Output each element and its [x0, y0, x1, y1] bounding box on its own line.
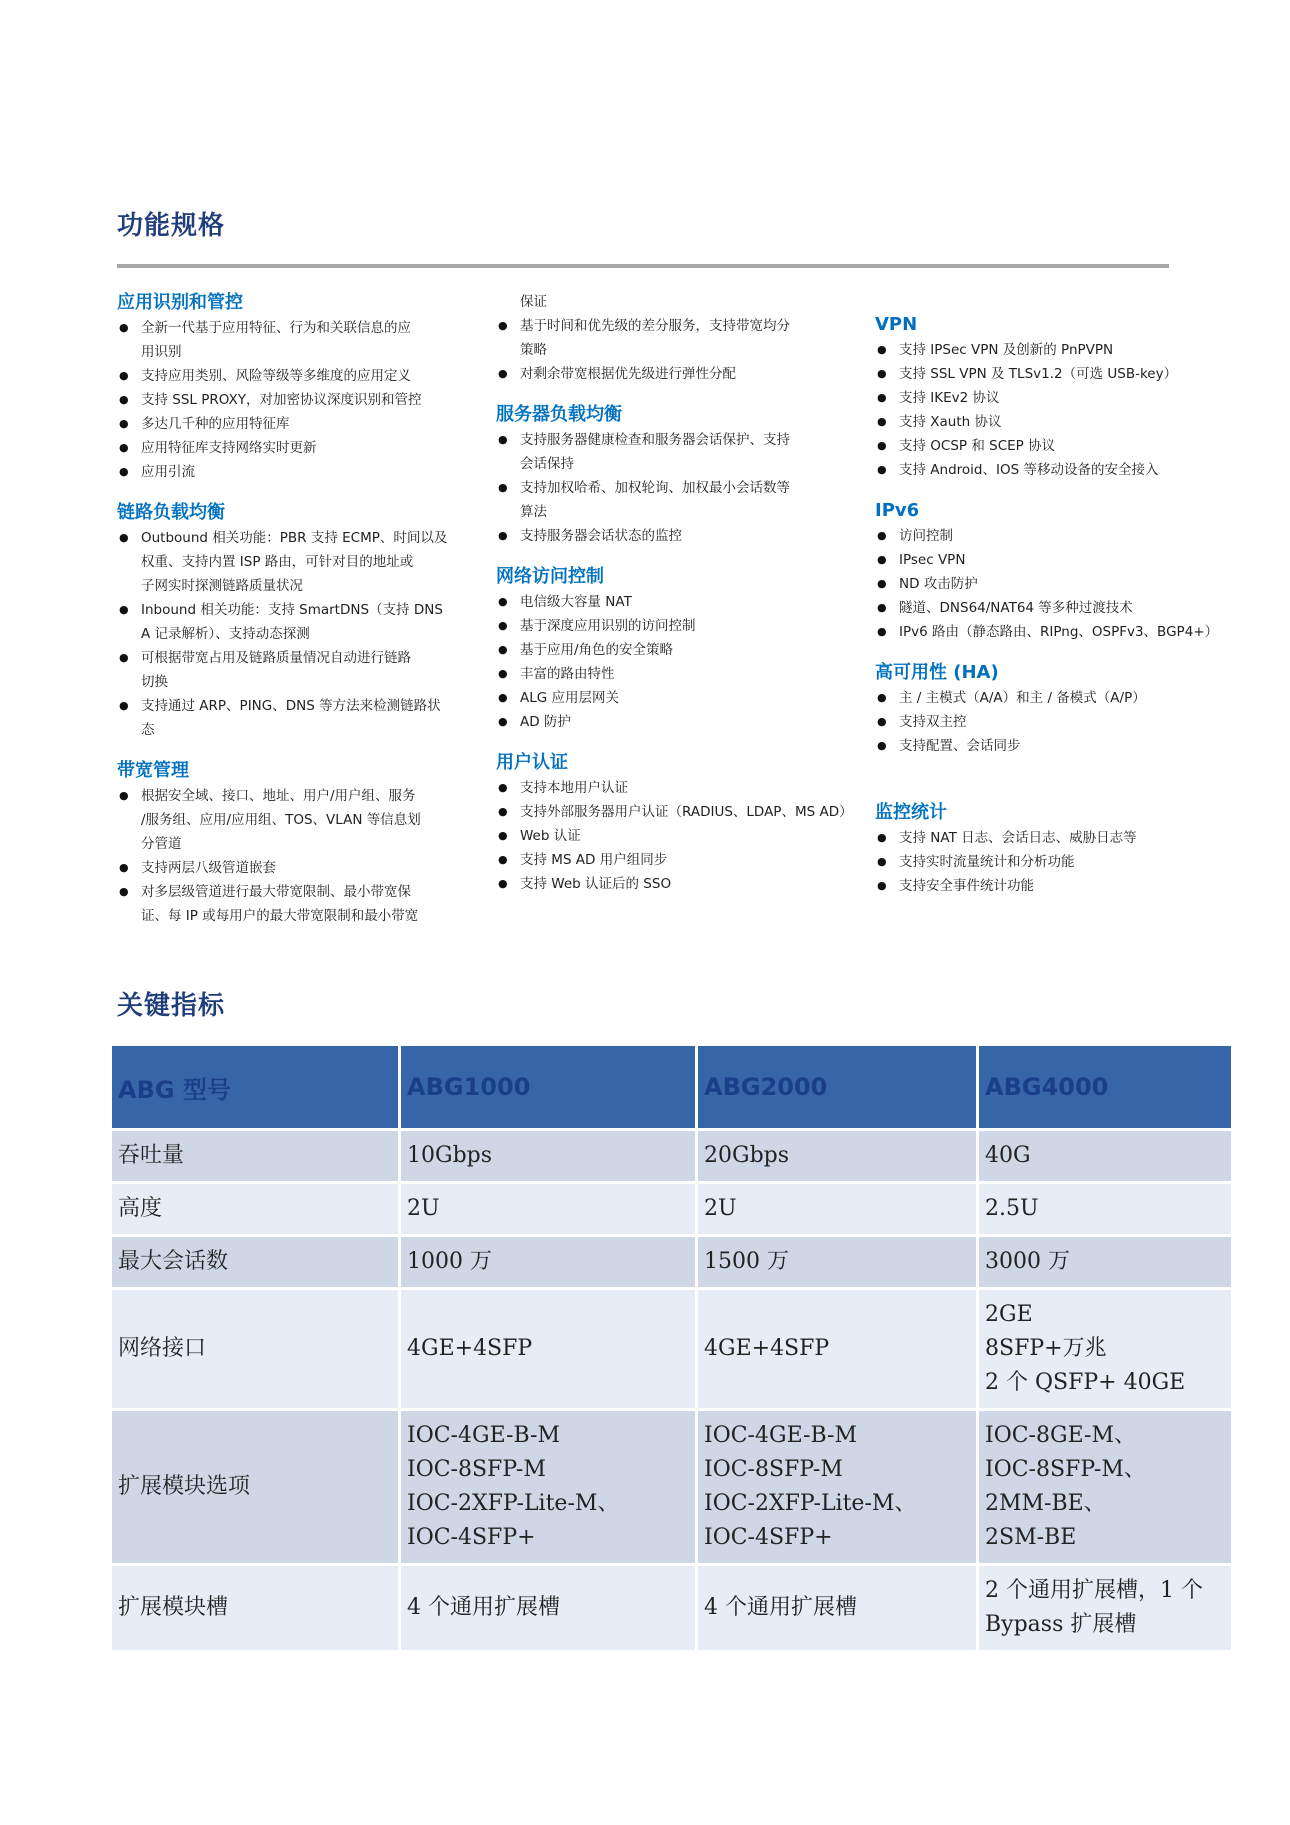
feature-list: [117, 316, 467, 484]
features-column-3: [875, 290, 1225, 914]
feature-item: ● 多达几千种的应用特征库: [117, 412, 467, 436]
feature-section-title: 监控统计: [875, 802, 947, 823]
kpi-cell: 40G: [979, 1131, 1234, 1184]
feature-item: ● 基于深度应用识别的访问控制: [496, 614, 846, 638]
feature-section: [875, 312, 1225, 482]
feature-section-title: 用户认证: [496, 752, 568, 773]
feature-item: ● 支持实时流量统计和分析功能: [875, 850, 1225, 874]
features-column-1: [117, 290, 467, 944]
feature-item: ● 支持通过 ARP、PING、DNS 等方法来检测链路状 态: [117, 694, 467, 742]
feature-section-title: VPN: [875, 314, 918, 335]
feature-item: ● 支持加权哈希、加权轮询、加权最小会话数等 算法: [496, 476, 846, 524]
feature-section: [117, 758, 467, 928]
feature-item: ● 支持应用类别、风险等级等多维度的应用定义: [117, 364, 467, 388]
kpi-row-label: 扩展模块选项: [112, 1411, 401, 1566]
feature-item: ● AD 防护: [496, 710, 846, 734]
feature-item: ● 支持配置、会话同步: [875, 734, 1225, 758]
feature-item: ● 基于应用/角色的安全策略: [496, 638, 846, 662]
kpi-row: [112, 1290, 1234, 1411]
feature-list: [875, 826, 1225, 898]
feature-section-title: 高可用性 (HA): [875, 662, 999, 683]
kpi-cell: 4GE+4SFP: [401, 1290, 698, 1411]
features-title: 功能规格: [117, 211, 226, 241]
feature-list: [496, 290, 846, 386]
feature-item: ● 基于时间和优先级的差分服务，支持带宽均分 策略: [496, 314, 846, 362]
kpi-header-abg1000: ABG1000: [401, 1046, 698, 1131]
kpi-row: [112, 1184, 1234, 1237]
feature-item: ● 支持双主控: [875, 710, 1225, 734]
kpi-cell: 2U: [698, 1184, 979, 1237]
kpi-cell: 20Gbps: [698, 1131, 979, 1184]
kpi-row-label: 吞吐量: [112, 1131, 401, 1184]
feature-item: ● 支持 IKEv2 协议: [875, 386, 1225, 410]
kpi-header-abg2000: ABG2000: [698, 1046, 979, 1131]
feature-item: ● 支持 OCSP 和 SCEP 协议: [875, 434, 1225, 458]
kpi-row: [112, 1131, 1234, 1184]
kpi-cell: 1000 万: [401, 1237, 698, 1290]
feature-item: ● Inbound 相关功能：支持 SmartDNS（支持 DNS A 记录解析）、支持动态探测: [117, 598, 467, 646]
feature-list: [496, 776, 853, 896]
feature-section: [117, 290, 467, 484]
kpi-cell: 10Gbps: [401, 1131, 698, 1184]
feature-item: ● Web 认证: [496, 824, 846, 848]
kpi-row-label: 最大会话数: [112, 1237, 401, 1290]
feature-item: ● 支持两层八级管道嵌套: [117, 856, 467, 880]
kpi-cell: IOC-8GE-M、 IOC-8SFP-M、 2MM-BE、 2SM-BE: [979, 1411, 1234, 1566]
kpi-cell: 4 个通用扩展槽: [698, 1566, 979, 1653]
feature-item: ● 支持 NAT 日志、会话日志、威胁日志等: [875, 826, 1225, 850]
feature-item: ● Outbound 相关功能：PBR 支持 ECMP、时间以及 权重、支持内置 ISP 路由，可针对目的地址或 子网实时探测链路质量状况: [117, 526, 467, 598]
kpi-row: [112, 1566, 1234, 1653]
feature-item: ● IPv6 路由（静态路由、RIPng、OSPFv3、BGP4+）: [875, 620, 1225, 644]
feature-item: ● 应用特征库支持网络实时更新: [117, 436, 467, 460]
feature-section-title: 网络访问控制: [496, 566, 604, 587]
feature-section-title: 应用识别和管控: [117, 292, 243, 313]
kpi-row: [112, 1237, 1234, 1290]
feature-item: ● 根据安全域、接口、地址、用户/用户组、服务 /服务组、应用/应用组、TOS、VLAN 等信息划 分管道: [117, 784, 467, 856]
feature-item: ● 可根据带宽占用及链路质量情况自动进行链路 切换: [117, 646, 467, 694]
feature-item: ● 主 / 主模式（A/A）和主 / 备模式（A/P）: [875, 686, 1225, 710]
feature-item: ● 支持本地用户认证: [496, 776, 846, 800]
feature-item: ● 支持 Android、IOS 等移动设备的安全接入: [875, 458, 1225, 482]
feature-item: ● 隧道、DNS64/NAT64 等多种过渡技术: [875, 596, 1225, 620]
feature-item: ● IPsec VPN: [875, 548, 1225, 572]
feature-section: [875, 660, 1225, 758]
kpi-row: [112, 1411, 1234, 1566]
kpi-table: [112, 1046, 1234, 1653]
feature-item: ● 访问控制: [875, 524, 1225, 548]
feature-list: [875, 524, 1225, 644]
feature-section: [875, 800, 1225, 898]
feature-section: [496, 290, 846, 386]
kpi-header-row: [112, 1046, 1234, 1131]
feature-item: ● ALG 应用层网关: [496, 686, 846, 710]
feature-item: ● 支持 SSL VPN 及 TLSv1.2（可选 USB-key）: [875, 362, 1225, 386]
feature-item: ● 应用引流: [117, 460, 467, 484]
kpi-cell: 4 个通用扩展槽: [401, 1566, 698, 1653]
kpi-cell: 3000 万: [979, 1237, 1234, 1290]
feature-list: [875, 686, 1225, 758]
feature-section-title: 服务器负载均衡: [496, 404, 622, 425]
kpi-title: 关键指标: [117, 991, 226, 1021]
feature-item: ● 支持 IPSec VPN 及创新的 PnPVPN: [875, 338, 1225, 362]
features-column-2: [496, 290, 853, 912]
title-divider: [117, 264, 1169, 268]
feature-item: ● 支持服务器会话状态的监控: [496, 524, 846, 548]
feature-section: [117, 500, 467, 742]
feature-list: [875, 338, 1225, 482]
feature-section-title: IPv6: [875, 500, 920, 521]
feature-section-title: 链路负载均衡: [117, 502, 225, 523]
kpi-cell: 2GE 8SFP+万兆 2 个 QSFP+ 40GE: [979, 1290, 1234, 1411]
feature-list: [117, 526, 467, 742]
feature-list: [117, 784, 467, 928]
feature-section-title: 带宽管理: [117, 760, 189, 781]
kpi-cell: IOC-4GE-B-M IOC-8SFP-M IOC-2XFP-Lite-M、 IOC-4SFP+: [698, 1411, 979, 1566]
kpi-cell: 2.5U: [979, 1184, 1234, 1237]
kpi-cell: IOC-4GE-B-M IOC-8SFP-M IOC-2XFP-Lite-M、 IOC-4SFP+: [401, 1411, 698, 1566]
feature-item: ● 对多层级管道进行最大带宽限制、最小带宽保 证、每 IP 或每用户的最大带宽限制和最小带宽: [117, 880, 467, 928]
feature-item: ● 支持 Web 认证后的 SSO: [496, 872, 846, 896]
feature-section: [496, 564, 846, 734]
feature-item: ● 支持安全事件统计功能: [875, 874, 1225, 898]
kpi-header-model: ABG 型号: [112, 1046, 401, 1131]
feature-item: ● 支持服务器健康检查和服务器会话保护、支持 会话保持: [496, 428, 846, 476]
kpi-cell: 4GE+4SFP: [698, 1290, 979, 1411]
feature-list: [496, 590, 846, 734]
kpi-cell: 2U: [401, 1184, 698, 1237]
feature-section: [496, 750, 853, 896]
kpi-header-abg4000: ABG4000: [979, 1046, 1234, 1131]
feature-item: ● 丰富的路由特性: [496, 662, 846, 686]
feature-item: ● 对剩余带宽根据优先级进行弹性分配: [496, 362, 846, 386]
feature-item: ● 支持 MS AD 用户组同步: [496, 848, 846, 872]
feature-item: ● 支持 Xauth 协议: [875, 410, 1225, 434]
feature-list: [496, 428, 846, 548]
feature-item: 保证: [520, 294, 547, 310]
kpi-row-label: 网络接口: [112, 1290, 401, 1411]
feature-item: ● ND 攻击防护: [875, 572, 1225, 596]
feature-section: [496, 402, 846, 548]
kpi-row-label: 高度: [112, 1184, 401, 1237]
feature-item: ● 支持 SSL PROXY，对加密协议深度识别和管控: [117, 388, 467, 412]
kpi-cell: 2 个通用扩展槽，1 个 Bypass 扩展槽: [979, 1566, 1234, 1653]
feature-item: ● 支持外部服务器用户认证（RADIUS、LDAP、MS AD）: [496, 800, 846, 824]
kpi-row-label: 扩展模块槽: [112, 1566, 401, 1653]
feature-item: ● 电信级大容量 NAT: [496, 590, 846, 614]
feature-section: [875, 498, 1225, 644]
feature-item: ● 全新一代基于应用特征、行为和关联信息的应 用识别: [117, 316, 467, 364]
kpi-cell: 1500 万: [698, 1237, 979, 1290]
